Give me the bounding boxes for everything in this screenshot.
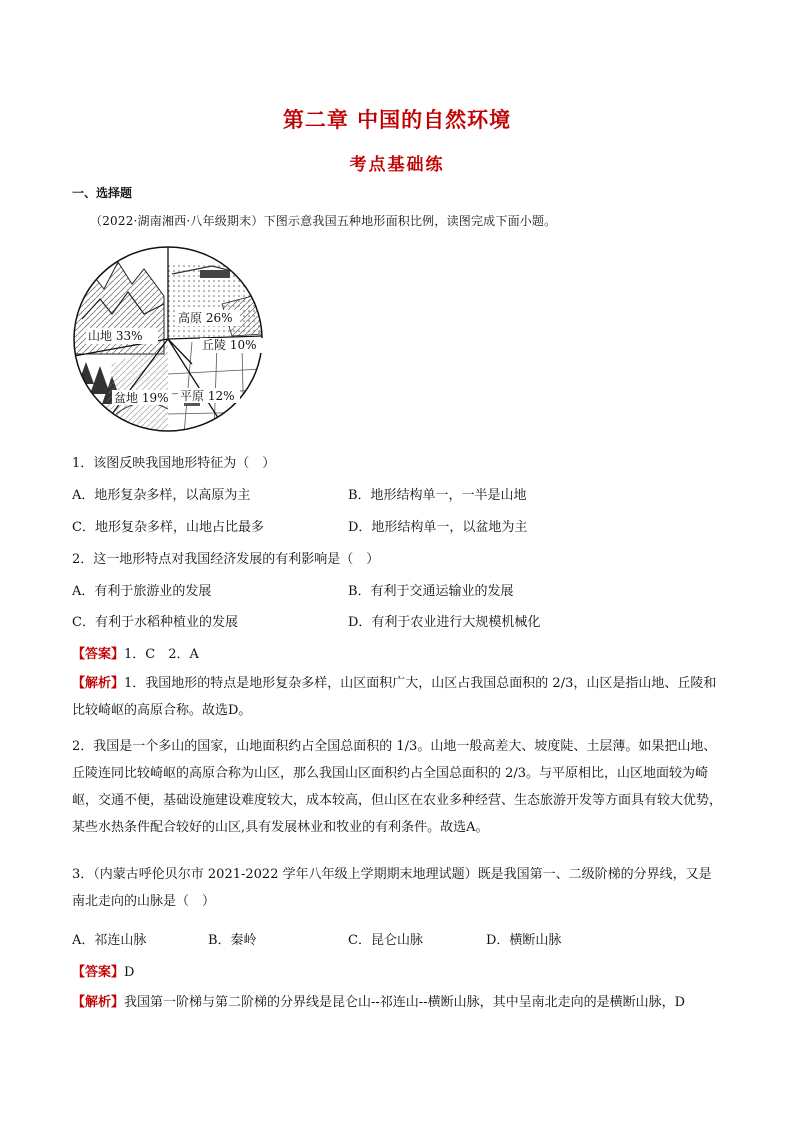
question-1-option-a: A．地形复杂多样，以高原为主 [72,488,251,503]
question-2-option-d: D．有利于农业进行大规模机械化 [348,615,541,630]
question-3-stem: 3．（内蒙古呼伦贝尔市 2021-2022 学年八年级上学期期末地理试题）既是我国第一、二级阶梯的分界线，又是南北走向的山脉是（ ） [72,867,712,909]
question-1-option-b: B．地形结构单一，一半是山地 [348,488,527,503]
analysis-tag: 【解析】 [72,676,125,691]
question-3-option-d: D．横断山脉 [486,933,562,948]
plateau-label: 高原 26% [178,311,233,325]
analysis-tag: 【解析】 [72,995,125,1010]
page-title: 第二章 中国的自然环境 [282,108,512,132]
plain-label: 平原 12% [180,389,235,403]
basin-label: 盆地 19% [114,391,169,405]
page-subtitle: 考点基础练 [349,155,445,175]
landform-pie-figure [72,244,272,434]
mountain-label: 山地 33% [88,329,143,343]
question-1-stem: 1．该图反映我国地形特征为（ ） [72,456,276,471]
question-3-option-c: C．昆仑山脉 [348,933,423,948]
hill-label: 丘陵 10% [202,338,257,352]
question-3-option-b: B．秦岭 [208,933,257,948]
question-1-option-d: D．地形结构单一，以盆地为主 [348,520,528,535]
question-intro: （2022·湖南湘西·八年级期末）下图示意我国五种地形面积比例，读图完成下面小题。 [90,214,557,228]
answer-block-1 [72,643,199,662]
question-2-option-b: B．有利于交通运输业的发展 [348,584,514,599]
answer-tag: 【答案】 [72,965,125,980]
analysis-text: 我国第一阶梯与第二阶梯的分界线是昆仑山--祁连山--横断山脉，其中呈南北走向的是横断山脉，D [124,995,686,1010]
question-3-option-a: A．祁连山脉 [72,933,147,948]
question-2-stem: 2．这一地形特点对我国经济发展的有利影响是（ ） [72,552,380,567]
section-heading: 一、选择题 [72,186,133,200]
answer-text: 1．C 2．A [124,647,199,662]
analysis-block-3 [72,989,724,1016]
answer-text: D [124,965,135,980]
analysis-block-1 [72,670,724,724]
answer-block-3 [72,961,134,980]
analysis-paragraph-1: 1．我国地形的特点是地形复杂多样，山区面积广大，山区占我国总面积的 2/3，山区是指山地、丘陵和比较崎岖的高原合称。故选D。 [72,676,717,718]
plateau-sketch [168,264,262,339]
question-2-option-a: A．有利于旅游业的发展 [72,584,212,599]
question-1-option-c: C．地形复杂多样，山地占比最多 [72,520,264,535]
answer-tag: 【答案】 [72,647,125,662]
question-2-option-c: C．有利于水稻种植业的发展 [72,615,238,630]
analysis-paragraph-2: 2．我国是一个多山的国家，山地面积约占全国总面积的 1/3。山地一般高差大、坡度陡、土层薄。如果把山地、丘陵连同比较崎岖的高原合称为山区，那么我国山区面积约占全国总面积的 2/3。与平原相比，山区地面较为崎岖，交通不便，基础设施建设难度较大，成本较高，但山区在农业多种经营、生态旅游开发等方面具有较大优势，某些水热条件配合较好的山区,具有发展林业和牧业的有利条件。故选A。 [72,739,723,835]
